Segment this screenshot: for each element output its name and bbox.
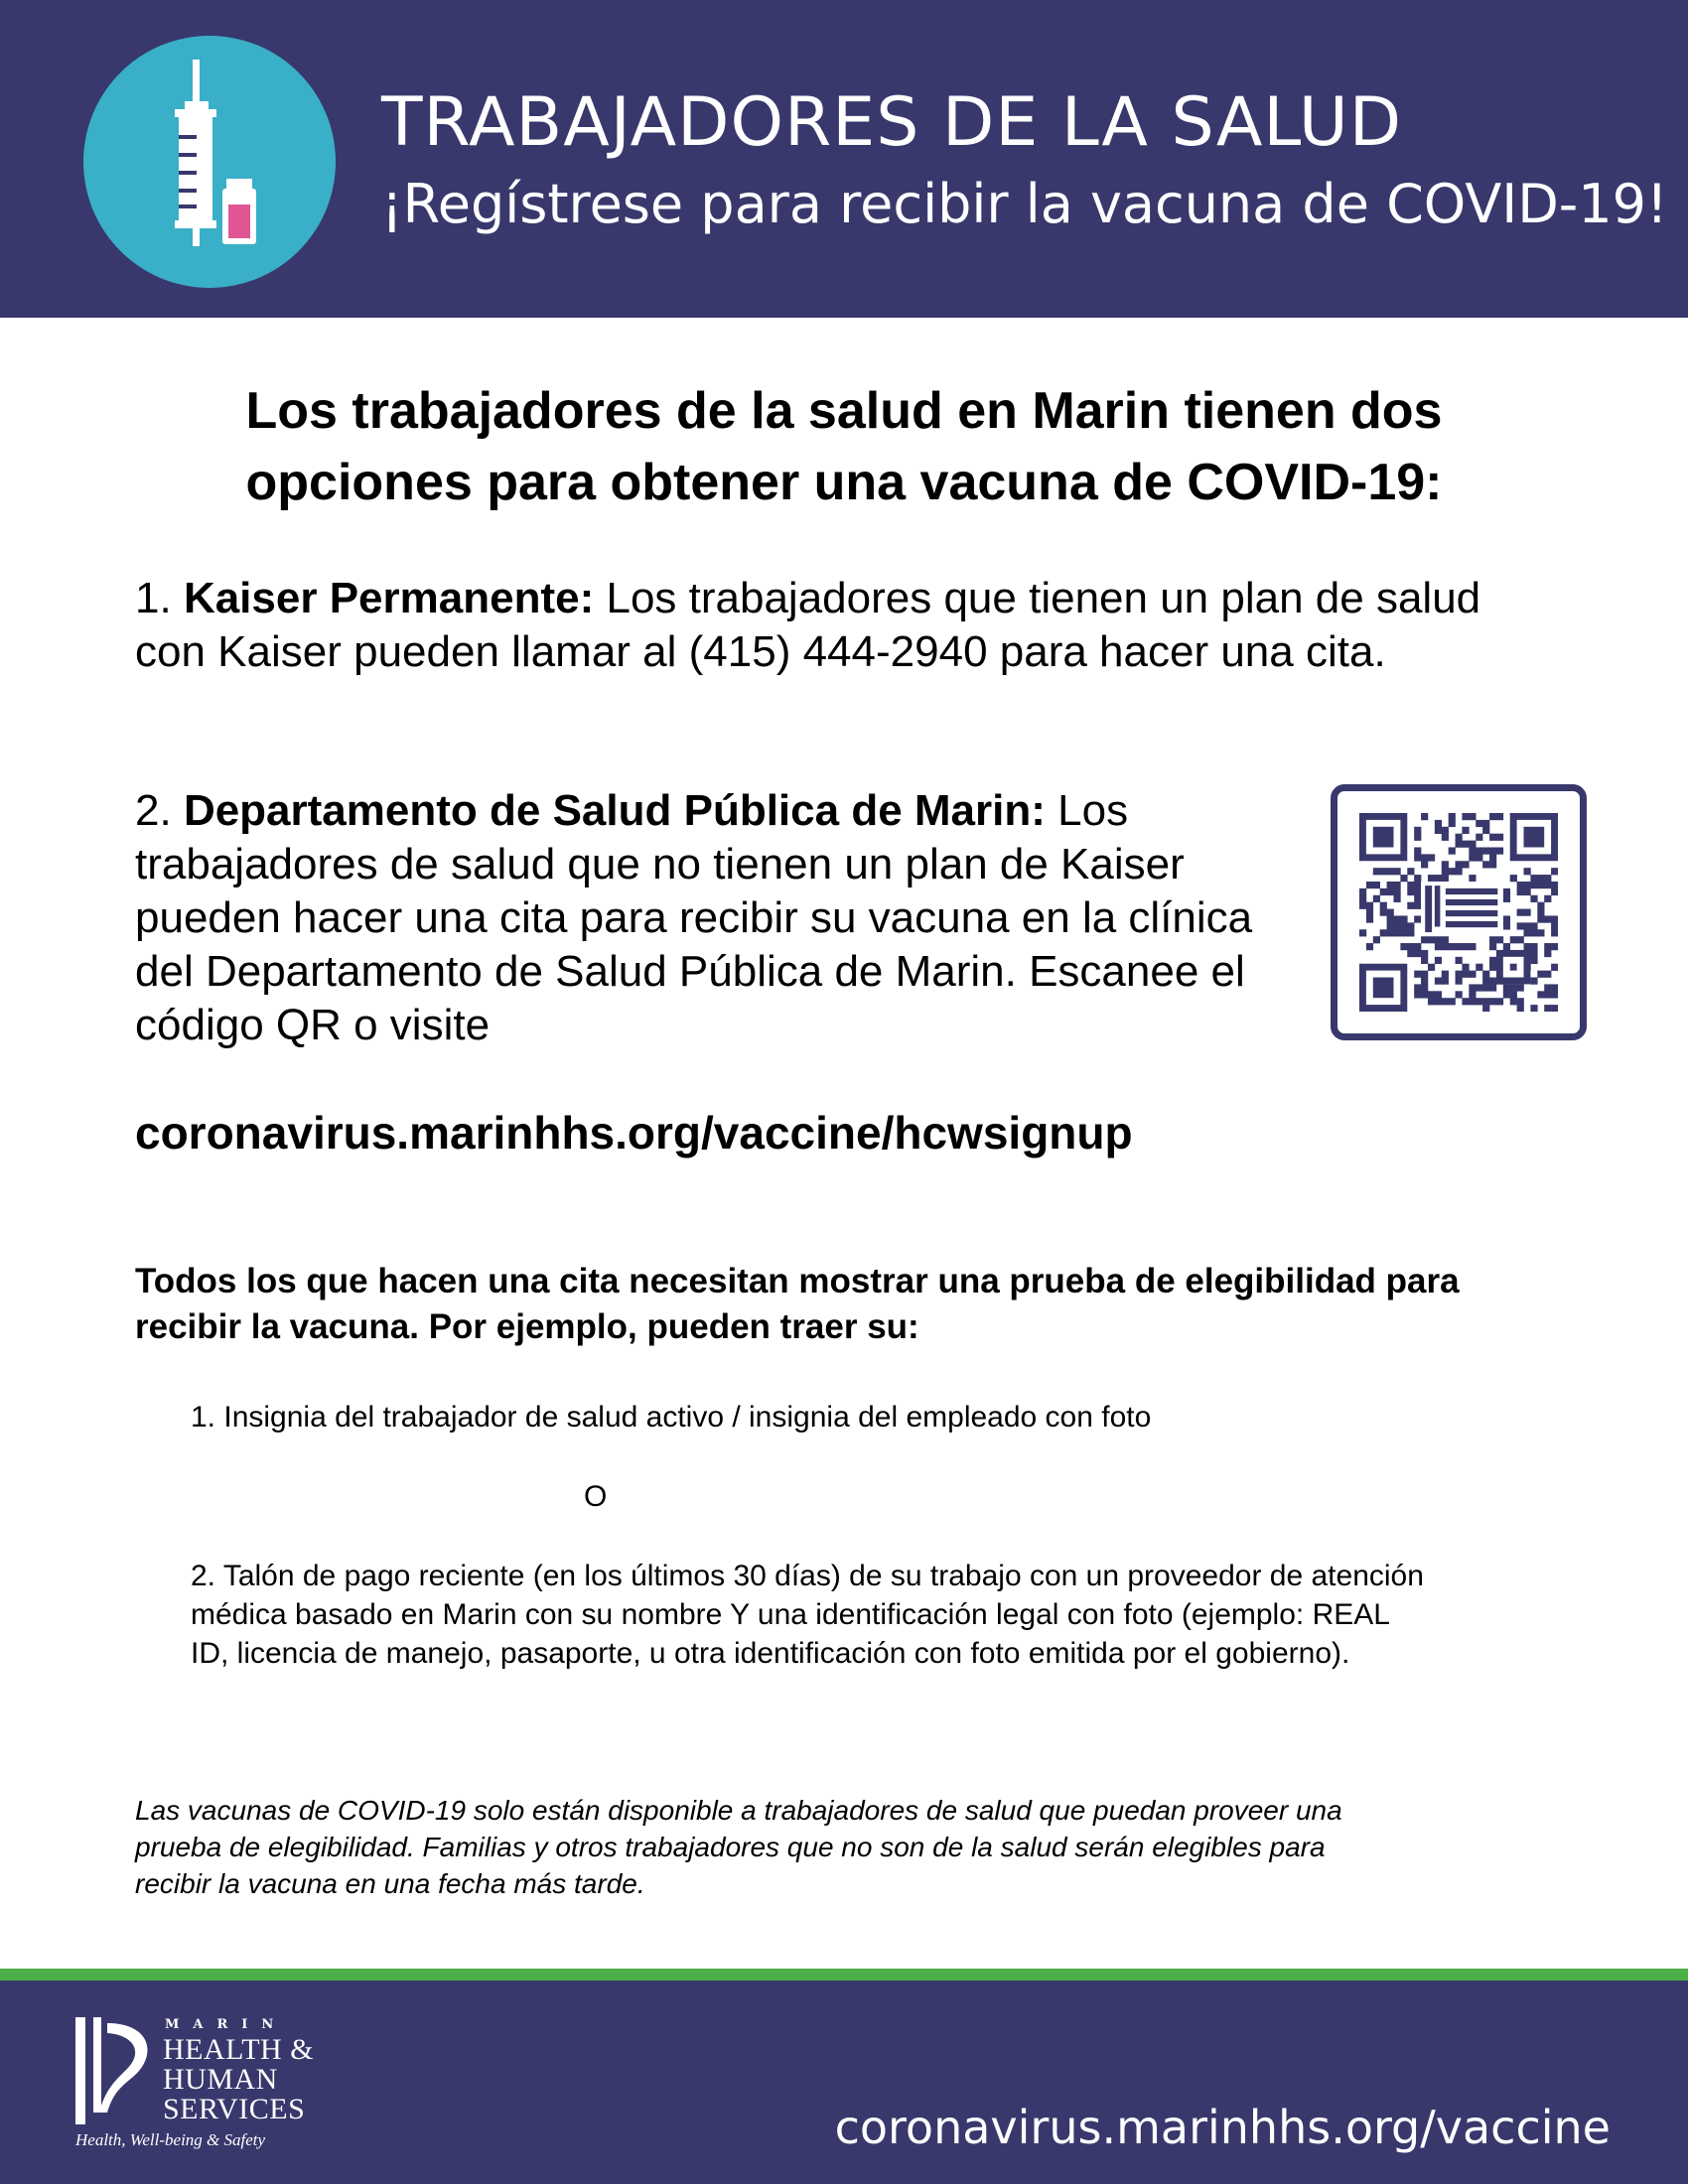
signup-url-link[interactable]: coronavirus.marinhhs.org/vaccine/hcwsignup xyxy=(135,1107,1133,1159)
option-number: 2. xyxy=(135,786,172,835)
qr-code-icon xyxy=(1359,813,1558,1012)
qr-code-box[interactable] xyxy=(1331,784,1587,1040)
syringe-vial-icon xyxy=(83,36,336,288)
marin-hhs-logo xyxy=(73,2015,332,2154)
option-text: Los trabajadores de salud que no tienen un plan de Kaiser pueden hacer una cita para recibir su vacuna en la clínica del Departamento de Salud Pública de Marin. Escanee el código QR o visite xyxy=(135,786,1253,1049)
logo-line-3: SERVICES xyxy=(163,2093,306,2125)
logo-marin-text: MARIN xyxy=(165,2017,288,2032)
headline-line-2: opciones para obtener una vacuna de COVID-19: xyxy=(245,454,1443,511)
option-number: 1. xyxy=(135,574,172,622)
headline xyxy=(99,375,1589,518)
option-kaiser xyxy=(135,572,1505,679)
option-name: Departamento de Salud Pública de Marin: xyxy=(183,786,1046,835)
option-text: Los trabajadores que tienen un plan de salud con Kaiser pueden llamar al (415) 444-2940 para hacer una cita. xyxy=(135,574,1481,676)
hhs-logo-mark-icon xyxy=(73,2017,161,2128)
eligibility-or: O xyxy=(584,1480,608,1513)
option-public-health xyxy=(135,784,1307,1052)
header-band xyxy=(0,0,1688,318)
eligibility-item-2: 2. Talón de pago reciente (en los últimos 30 días) de su trabajo con un proveedor de atención médica basado en Marin con su nombre Y una identificación legal con foto (ejemplo: REAL ID, licencia de manejo, pasaporte, u otra identificación con foto emitida por el gobierno). xyxy=(191,1560,1424,1670)
eligibility-item-1: 1. Insignia del trabajador de salud activo / insignia del empleado con foto xyxy=(191,1401,1152,1433)
footer-accent-bar xyxy=(0,1969,1688,1980)
eligibility-note: Las vacunas de COVID-19 solo están disponible a trabajadores de salud que puedan proveer una prueba de elegibilidad. Familias y otros trabajadores que no son de la salud serán elegibles para recibir la vacuna en una fecha más tarde. xyxy=(135,1795,1342,1899)
footer-url-link[interactable]: coronavirus.marinhhs.org/vaccine xyxy=(834,2101,1611,2154)
logo-line-2: HUMAN xyxy=(163,2063,278,2096)
header-title: TRABAJADORES DE LA SALUD xyxy=(381,83,1403,162)
header-subtitle: ¡Regístrese para recibir la vacuna de COVID-19! xyxy=(381,173,1668,235)
headline-line-1: Los trabajadores de la salud en Marin tienen dos xyxy=(245,382,1443,440)
option-name: Kaiser Permanente: xyxy=(183,574,595,622)
logo-line-1: HEALTH & xyxy=(163,2033,315,2066)
logo-tagline: Health, Well-being & Safety xyxy=(75,2130,266,2149)
eligibility-heading: Todos los que hacen una cita necesitan mostrar una prueba de elegibilidad para recibir la vacuna. Por ejemplo, pueden traer su: xyxy=(135,1262,1460,1346)
